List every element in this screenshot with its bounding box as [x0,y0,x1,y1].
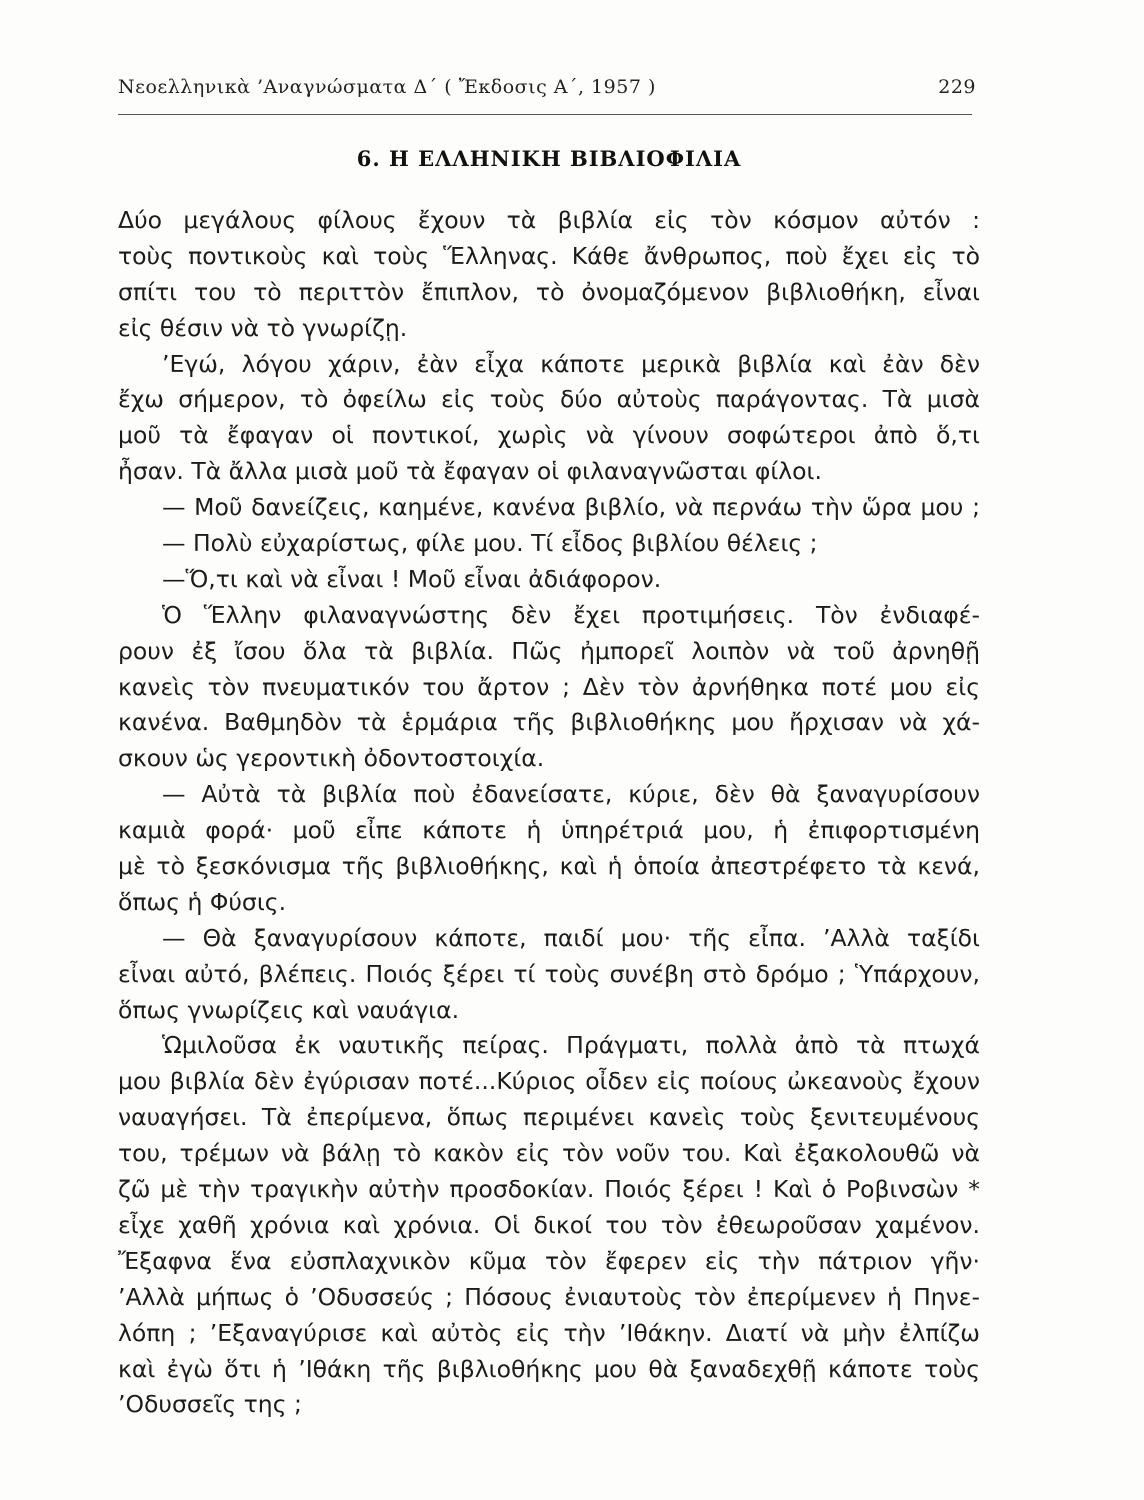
text-line: ἦσαν. Τὰ ἄλλα μισὰ μοῦ τὰ ἔφαγαν οἱ φιλαναγνῶσται φίλοι. [118,457,822,486]
page-number: 229 [938,76,976,98]
text-line: — Μοῦ δανείζεις, καημένε, κανένα βιβλίο, νὰ περνάω τὴν ὥρα μου ; [162,493,980,522]
text-line: ’Οδυσσεῖς της ; [118,1390,302,1419]
text-line: Δύο μεγάλους φίλους ἔχουν τὰ βιβλία εἰς τὸν κόσμον αὐτόν : [118,206,980,234]
text-line: —Ὅ,τι καὶ νὰ εἶναι ! Μοῦ εἶναι ἀδιάφορον. [162,564,662,593]
text-line: κανεὶς τὸν πνευματικόν του ἄρτον ; Δὲν τὸν ἀρνήθηκα ποτέ μου εἰς [118,672,980,701]
text-line: ζῶ μὲ τὴν τραγικὴν αὐτὴν προσδοκίαν. Ποιός ξέρει ! Καὶ ὁ Ροβινσὼν * [118,1175,980,1204]
text-line: — Αὐτὰ τὰ βιβλία ποὺ ἐδανείσατε, κύριε, δὲν θὰ ξαναγυρίσουν [162,780,980,809]
text-line: εἶχε χαθῆ χρόνια καὶ χρόνια. Οἱ δικοί του τὸν ἐθεωροῦσαν χαμένον. [118,1210,980,1239]
text-line: μοῦ τὰ ἔφαγαν οἱ ποντικοί, χωρὶς νὰ γίνουν σοφώτεροι ἀπὸ ὅ,τι [118,421,980,450]
text-line: ’Εγώ, λόγου χάριν, ἐὰν εἶχα κάποτε μερικὰ βιβλία καὶ ἐὰν δὲν [162,349,980,378]
text-line: μὲ τὸ ξεσκόνισμα τῆς βιβλιοθήκης, καὶ ἡ ὁποία ἀπεστρέφετο τὰ κενά, [118,852,980,881]
text-line: κανένα. Βαθμηδὸν τὰ ἑρμάρια τῆς βιβλιοθήκης μου ἤρχισαν νὰ χά- [118,708,980,737]
text-line: ρουν ἐξ ἴσου ὅλα τὰ βιβλία. Πῶς ἠμπορεῖ λοιπὸν νὰ τοῦ ἀρνηθῇ [118,636,980,665]
text-line: Ὁ Ἕλλην φιλαναγνώστης δὲν ἔχει προτιμήσεις. Τὸν ἐνδιαφέ- [162,600,980,629]
running-title: Νεοελληνικὰ ’Αναγνώσματα Δ΄ ( Ἔκδοσις Α΄, 1957 ) [118,76,656,98]
text-line: καμιὰ φορά· μοῦ εἶπε κάποτε ἡ ὑπηρέτριά μου, ἡ ἐπιφορτισμένη [118,816,980,845]
text-line: του, τρέμων νὰ βάλῃ τὸ κακὸν εἰς τὸν νοῦν του. Καὶ ἐξακολουθῶ νὰ [118,1139,980,1168]
text-line: — Θὰ ξαναγυρίσουν κάποτε, παιδί μου· τῆς εἶπα. ’Αλλὰ ταξίδι [162,923,980,952]
text-line: μου βιβλία δὲν ἐγύρισαν ποτέ...Κύριος οἶδεν εἰς ποίους ὠκεανοὺς ἔχουν [118,1067,980,1096]
text-line: Ἔξαφνα ἕνα εὐσπλαχνικὸν κῦμα τὸν ἔφερεν εἰς τὴν πάτριον γῆν· [118,1246,980,1275]
text-line: σκουν ὡς γεροντικὴ ὀδοντοστοιχία. [118,744,545,773]
text-line: ἔχω σήμερον, τὸ ὀφείλω εἰς τοὺς δύο αὐτοὺς παράγοντας. Τὰ μισὰ [118,385,980,414]
chapter-title: 6. Η ΕΛΛΗΝΙΚΗ ΒΙΒΛΙΟΦΙΛΙΑ [356,146,742,171]
text-line: ’Αλλὰ μήπως ὁ ’Οδυσσεύς ; Πόσους ἐνιαυτοὺς τὸν ἐπερίμενεν ἡ Πηνε- [118,1282,980,1311]
text-line: ὅπως ἡ Φύσις. [118,887,287,916]
text-line: εἶναι αὐτό, βλέπεις. Ποιός ξέρει τί τοὺς συνέβη στὸ δρόμο ; Ὑπάρχουν, [118,959,980,988]
running-head [118,76,980,106]
text-line: τοὺς ποντικοὺς καὶ τοὺς Ἕλληνας. Κάθε ἄνθρωπος, ποὺ ἔχει εἰς τὸ [118,241,980,270]
header-rule [118,114,972,115]
text-line: ναυαγήσει. Τὰ ἐπερίμενα, ὅπως περιμένει κανεὶς τοὺς ξενιτευμένους [118,1103,980,1132]
text-line: εἰς θέσιν νὰ τὸ γνωρίζῃ. [118,313,408,342]
text-line: Ὡμιλοῦσα ἐκ ναυτικῆς πείρας. Πράγματι, πολλὰ ἀπὸ τὰ πτωχά [162,1031,980,1060]
text-line: ὅπως γνωρίζεις καὶ ναυάγια. [118,995,460,1024]
text-line: σπίτι του τὸ περιττὸν ἔπιπλον, τὸ ὀνομαζόμενον βιβλιοθήκη, εἶναι [118,277,980,306]
body-text [118,203,980,1423]
text-line: λόπη ; ’Εξαναγύρισε καὶ αὐτὸς εἰς τὴν ’Ιθάκην. Διατί νὰ μὴν ἐλπίζω [118,1318,980,1347]
text-line: καὶ ἐγὼ ὅτι ἡ ’Ιθάκη τῆς βιβλιοθήκης μου θὰ ξαναδεχθῇ κάποτε τοὺς [118,1354,980,1383]
text-line: — Πολὺ εὐχαρίστως, φίλε μου. Τί εἶδος βιβλίου θέλεις ; [162,529,818,558]
